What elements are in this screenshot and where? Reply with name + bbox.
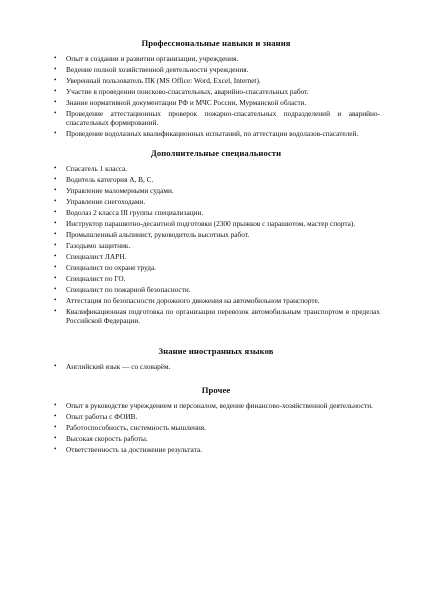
bullet-icon: • xyxy=(54,262,57,271)
list-item: • Ответственность за достижение результата. xyxy=(54,445,202,455)
section-professional-skills xyxy=(52,38,380,139)
section-additional-specialties xyxy=(52,148,380,326)
list-item: • Водолаз 2 класса III группы специализации. xyxy=(54,207,204,217)
list-item: • Участие в проведении поисково-спасательных, аварийно-спасательных работ. xyxy=(54,87,309,96)
list-item: • Работоспособность, системность мышления. xyxy=(54,423,206,433)
bullet-icon: • xyxy=(54,295,57,304)
list-item: • Специалист по охране труда. xyxy=(54,262,157,272)
bullet-icon: • xyxy=(54,218,57,227)
bullet-icon: • xyxy=(54,185,57,194)
bullet-list xyxy=(52,401,380,454)
list-item: • Газодымо защитник. xyxy=(54,240,131,250)
list-item: • Ведение полной хозяйственной деятельности учреждения. xyxy=(54,65,249,74)
list-item: • Инструктор парашютно-десантной подготовки (2300 прыжков с парашютом, мастер спорта). xyxy=(54,218,356,228)
list-item: • Английский язык — со словарём. xyxy=(54,361,171,371)
section-other xyxy=(52,385,380,454)
list-item: • Квалификационная подготовка по организации перевозок автомобильным транспортом в пределах Российской Федерации. xyxy=(54,306,380,326)
list-item: • Промышленный альпинист, руководитель высотных работ. xyxy=(54,229,250,239)
section-title: Дополнительные специальности xyxy=(150,147,282,158)
bullet-icon: • xyxy=(54,229,57,238)
bullet-icon: • xyxy=(54,306,57,315)
section-title: Профессиональные навыки и знания xyxy=(141,38,291,48)
bullet-icon: • xyxy=(54,174,57,183)
list-item: • Аттестация по безопасности дорожного движения на автомобильном транспорте. xyxy=(54,295,320,305)
section-title: Знание иностранных языков xyxy=(158,345,274,356)
bullet-icon: • xyxy=(54,251,57,260)
list-item: • Опыт в руководстве учреждением и персоналом, ведение финансово-хозяйственной деятельности. xyxy=(54,401,373,411)
list-item: • Высокая скорость работы. xyxy=(54,434,148,444)
bullet-icon: • xyxy=(54,65,57,73)
bullet-icon: • xyxy=(54,445,57,454)
list-item: • Управление маломерными судами. xyxy=(54,185,174,195)
bullet-icon: • xyxy=(54,76,57,84)
bullet-icon: • xyxy=(54,412,57,421)
bullet-icon: • xyxy=(54,98,57,106)
bullet-list xyxy=(52,164,380,326)
bullet-icon: • xyxy=(54,423,57,432)
list-item: • Опыт в создании и развитии организации, учреждения. xyxy=(54,54,239,63)
bullet-icon: • xyxy=(54,196,57,205)
section-foreign-languages xyxy=(52,346,380,371)
bullet-list xyxy=(52,54,380,139)
list-item: • Специалист по пожарной безопасности. xyxy=(54,284,191,294)
bullet-list xyxy=(52,362,380,371)
list-item: • Специалист по ГО. xyxy=(54,273,126,283)
bullet-icon: • xyxy=(54,163,57,172)
list-item: • Уверенный пользователь ПК (MS Office: Word, Excel, Internet). xyxy=(54,76,261,85)
list-item: • Проведение водолазных квалификационных испытаний, по аттестации водолазов-спасателей. xyxy=(54,129,359,139)
section-title: Прочее xyxy=(201,385,231,396)
list-item: • Опыт работы с ФОИВ. xyxy=(54,412,138,422)
list-item: • Спасатель 1 класса. xyxy=(54,163,128,173)
bullet-icon: • xyxy=(54,434,57,443)
bullet-icon: • xyxy=(54,284,57,293)
bullet-icon: • xyxy=(54,361,57,370)
bullet-icon: • xyxy=(54,129,57,138)
bullet-icon: • xyxy=(54,87,57,95)
list-item: • Проведение аттестационных проверок пожарно-спасательных подразделений и аварийно-спасательных формирований. xyxy=(54,109,380,128)
bullet-icon: • xyxy=(54,109,57,117)
bullet-icon: • xyxy=(54,401,57,410)
list-item: • Водитель категория А, В, С. xyxy=(54,174,154,184)
bullet-icon: • xyxy=(54,273,57,282)
bullet-icon: • xyxy=(54,240,57,249)
list-item: • Знание нормативной документации РФ и МЧС России, Мурманской области. xyxy=(54,98,307,107)
list-item: • Специалист ЛАРН. xyxy=(54,251,127,261)
bullet-icon: • xyxy=(54,207,57,216)
bullet-icon: • xyxy=(54,54,57,62)
list-item: • Управление снегоходами. xyxy=(54,196,146,206)
